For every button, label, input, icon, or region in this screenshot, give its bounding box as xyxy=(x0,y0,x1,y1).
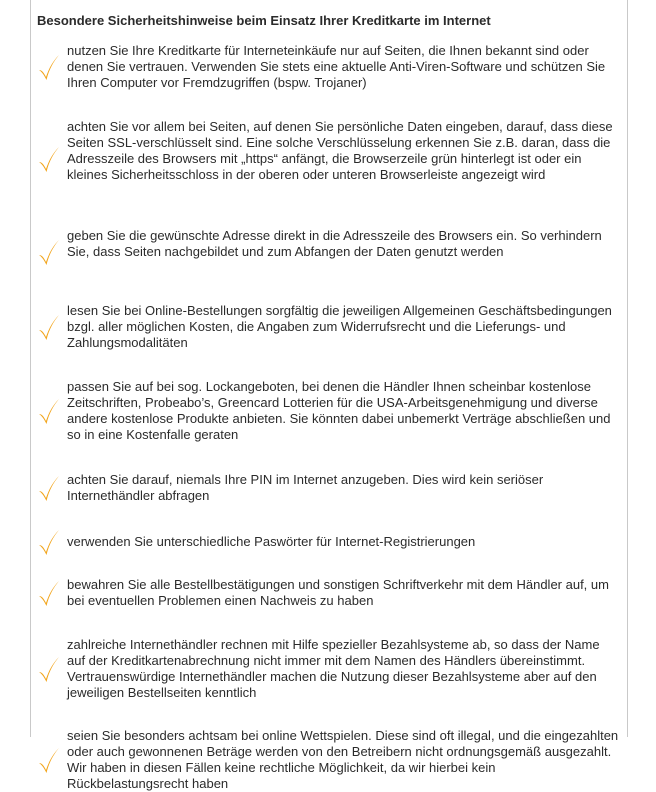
tip-text: verwenden Sie unterschiedliche Paswörter für Internet-Registrierungen xyxy=(67,534,476,549)
content-border-left xyxy=(30,0,31,737)
security-tips-section xyxy=(37,12,617,792)
tip-item xyxy=(37,728,617,792)
checkmark-icon xyxy=(37,474,61,502)
tip-text: achten Sie darauf, niemals Ihre PIN im Internet anzugeben. Dies wird kein seriöser Internethändler abfragen xyxy=(67,472,544,503)
checkmark-icon xyxy=(37,579,61,607)
content-border-right xyxy=(627,0,628,737)
tip-item xyxy=(37,637,617,701)
tip-text: zahlreiche Internethändler rechnen mit Hilfe spezieller Bezahlsysteme ab, so dass der Name auf der Kreditkartenabrechnung nicht immer mit dem Namen des Händlers übereinstimmt. Vertrauenswürdige Internethändler machen die Nutzung dieser Bezahlsysteme aber auf den jeweiligen Bestellseiten kenntlich xyxy=(67,637,600,700)
tip-item xyxy=(37,303,617,351)
tip-text: seien Sie besonders achtsam bei online Wettspielen. Diese sind oft illegal, und die eingezahlten oder auch gewonnenen Beträge werden von den Betreibern nicht ordnungsgemäß ausgezahlt. Wir haben in diesen Fällen keine rechtliche Möglichkeit, da wir hierbei kein Rückbelastungsrecht haben xyxy=(67,728,619,791)
tip-item xyxy=(37,228,617,276)
checkmark-icon xyxy=(37,313,61,341)
checkmark-icon xyxy=(37,53,61,81)
tip-text: nutzen Sie Ihre Kreditkarte für Interneteinkäufe nur auf Seiten, die Ihnen bekannt sind oder denen Sie vertrauen. Verwenden Sie stets eine aktuelle Anti-Viren-Software und schützen Sie Ihren Computer vor Fremdzugriffen (bspw. Trojaner) xyxy=(67,43,606,90)
checkmark-icon xyxy=(37,397,61,425)
tip-item xyxy=(37,534,617,550)
checkmark-icon xyxy=(37,528,61,556)
tip-text: achten Sie vor allem bei Seiten, auf denen Sie persönliche Daten eingeben, darauf, dass diese Seiten SSL-verschlüsselt sind. Eine solche Verschlüsselung erkennen Sie z.B. daran, dass die Adresszeile des Browsers mit „https“ anfängt, die Browserzeile grün hinterlegt ist oder ein kleines Sicherheitsschloss in der oberen oder unteren Browserleiste angezeigt wird xyxy=(67,119,613,182)
tip-item xyxy=(37,379,617,443)
tip-text: bewahren Sie alle Bestellbestätigungen und sonstigen Schriftverkehr mit dem Händler auf, um bei eventuellen Problemen einen Nachweis zu haben xyxy=(67,577,609,608)
tip-item xyxy=(37,119,617,199)
tip-text: lesen Sie bei Online-Bestellungen sorgfältig die jeweiligen Allgemeinen Geschäftsbedingungen bzgl. aller möglichen Kosten, die Angaben zum Widerrufsrecht und die Lieferungs- und Zahlungsmodalitäten xyxy=(67,303,612,350)
tip-text: passen Sie auf bei sog. Lockangeboten, bei denen die Händler Ihnen scheinbar kostenlose Zeitschriften, Probeabo’s, Greencard Lotterien für die USA-Arbeitsgenehmigung und diverse andere kostenlose Produkte anbieten. Sie könnten dabei unbemerkt Verträge abschließen und so in eine Kostenfalle geraten xyxy=(67,379,611,442)
checkmark-icon xyxy=(37,746,61,774)
tip-item xyxy=(37,577,617,609)
tip-text: geben Sie die gewünschte Adresse direkt in die Adresszeile des Browsers ein. So verhindern Sie, dass Seiten nachgebildet und zum Abfangen der Daten genutzt werden xyxy=(67,228,602,259)
section-title: Besondere Sicherheitshinweise beim Einsatz Ihrer Kreditkarte im Internet xyxy=(37,13,491,28)
checkmark-icon xyxy=(37,238,61,266)
checkmark-icon xyxy=(37,655,61,683)
tip-item xyxy=(37,43,617,91)
tips-list xyxy=(37,43,617,792)
checkmark-icon xyxy=(37,145,61,173)
tip-item xyxy=(37,472,617,504)
